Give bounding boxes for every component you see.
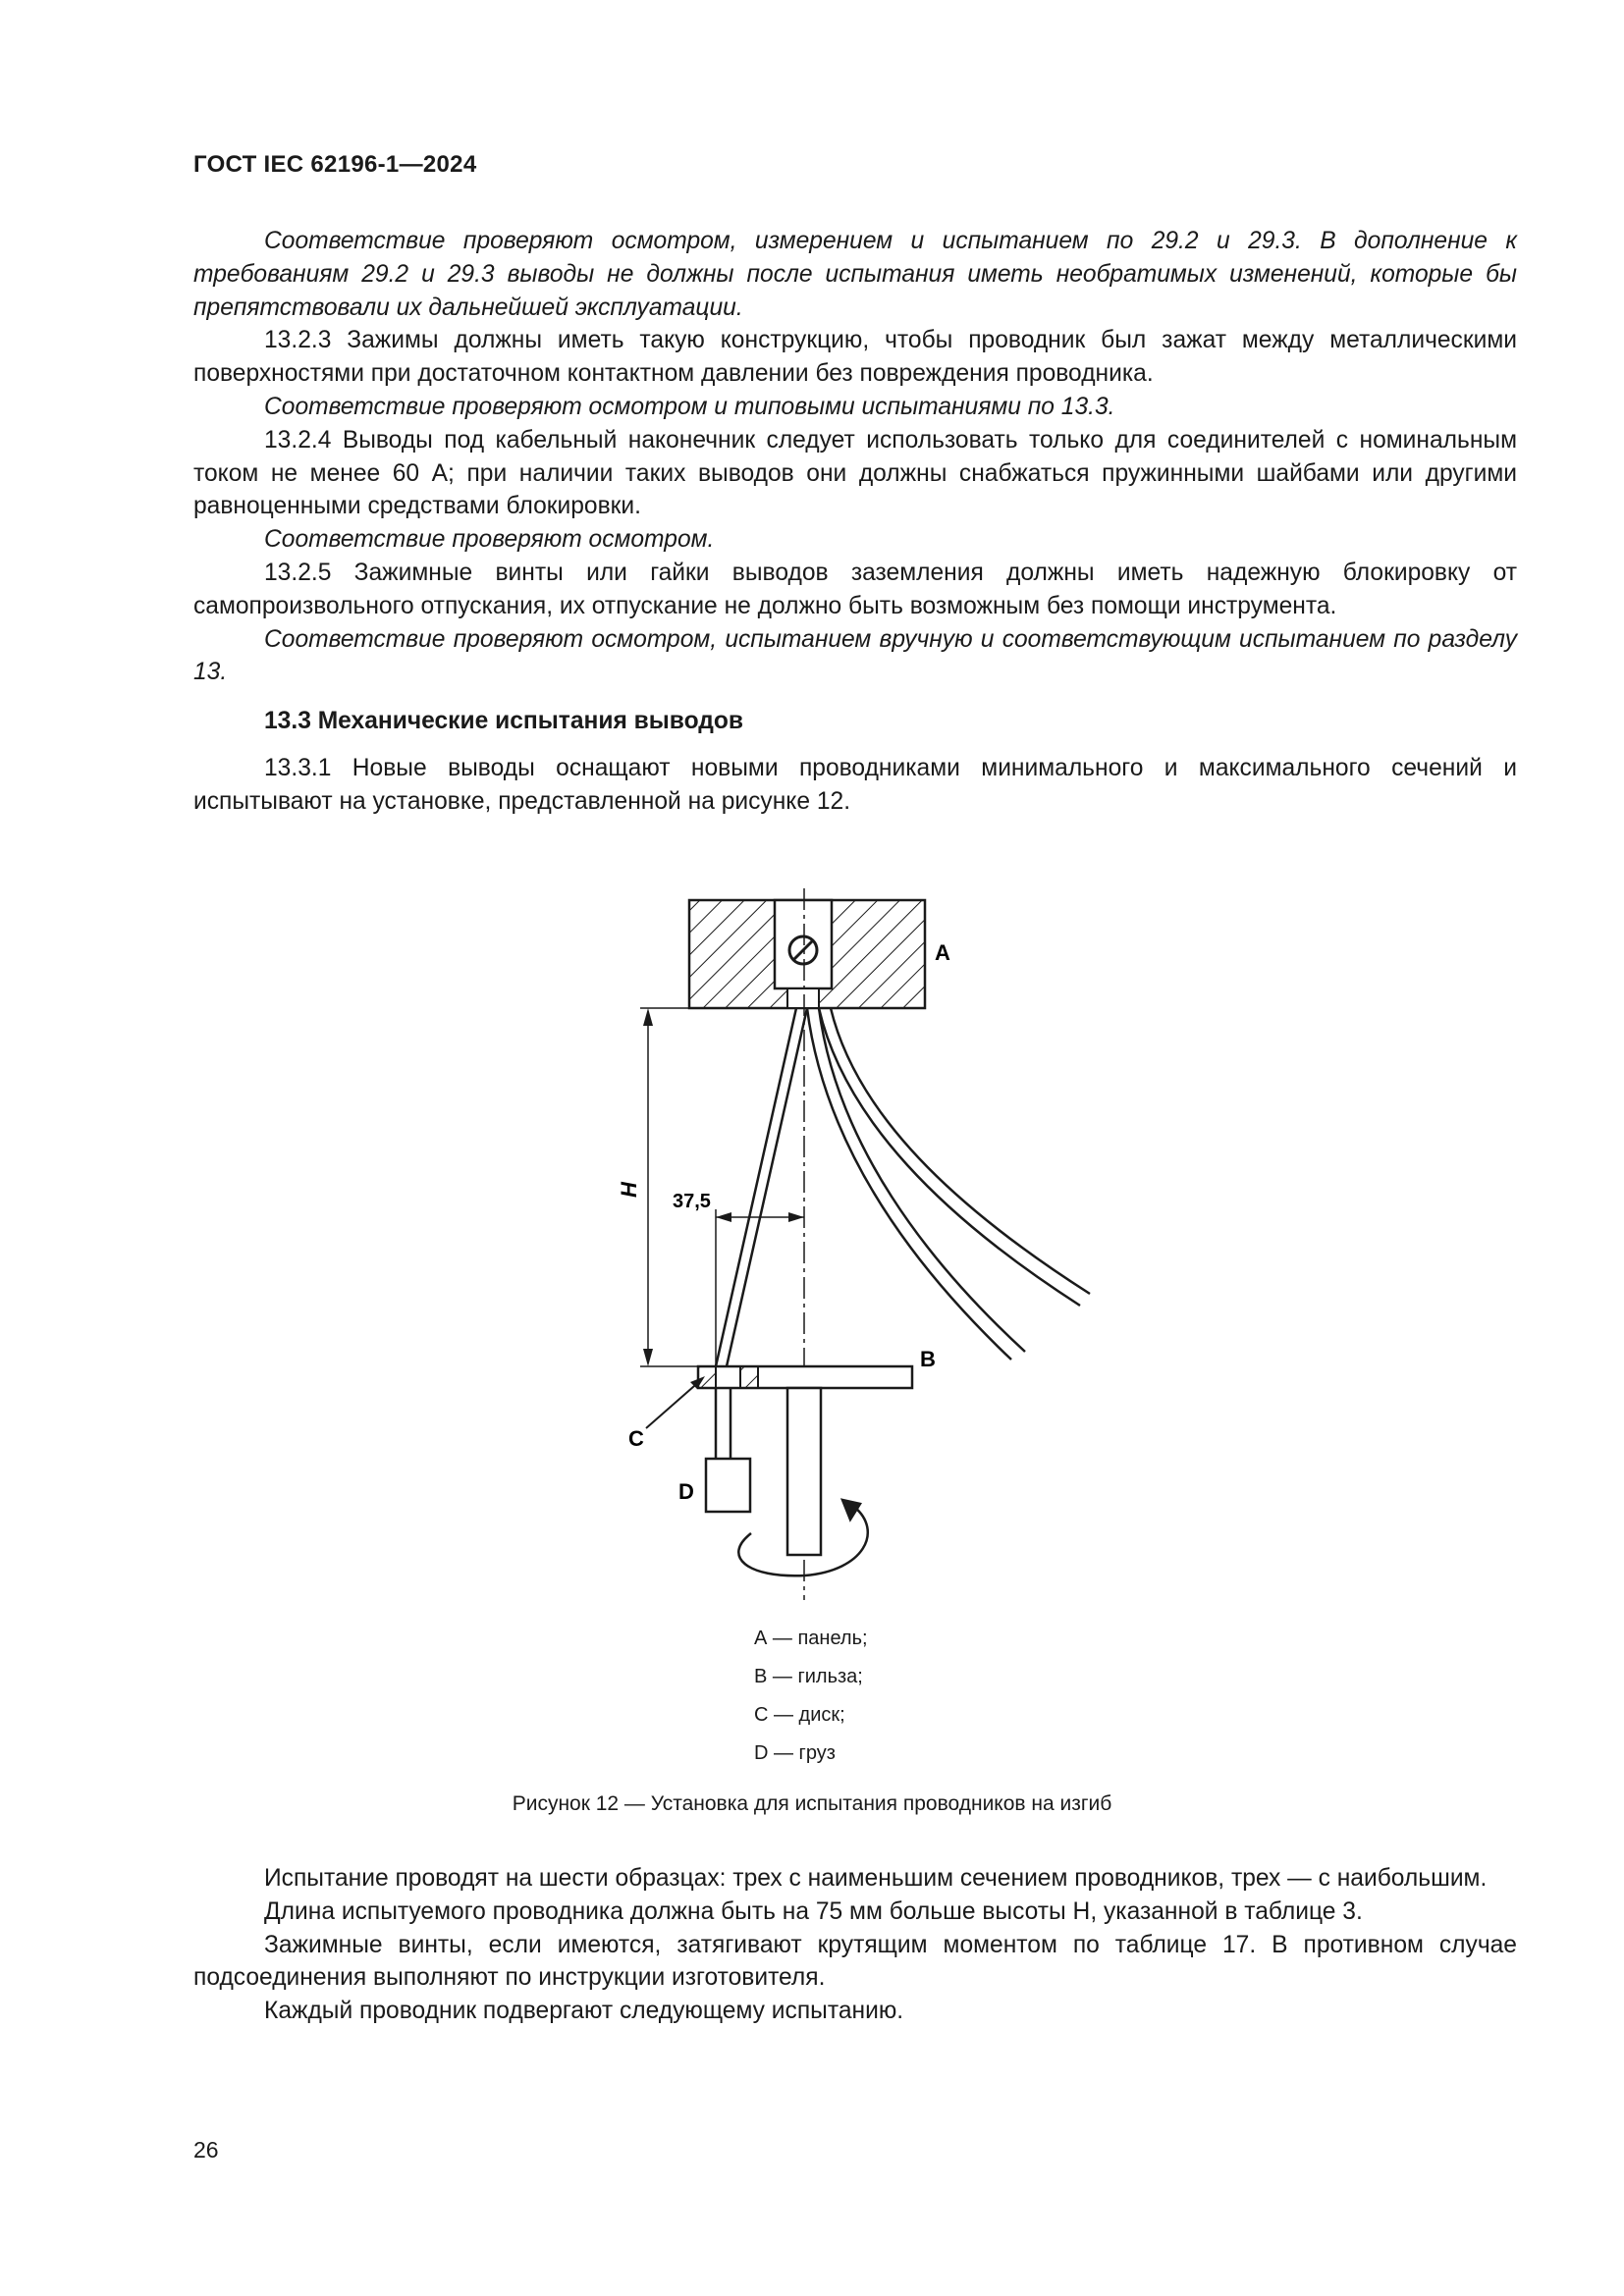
figure-legend (754, 1620, 868, 1773)
paragraph: 13.2.3 Зажимы должны иметь такую конструкцию, чтобы проводник был зажат между металлическими поверхностями при достаточном контактном давлении без повреждения проводника. (193, 327, 1517, 388)
paragraph: 13.2.4 Выводы под кабельный наконечник следует использовать только для соединителей с номинальным током не менее 60 А; при наличии таких выводов они должны снабжаться пружинными шайбами или другими равноценными средствами блокировки. (193, 426, 1517, 520)
figure-bending-test-setup (617, 874, 1237, 1600)
legend-item: С — диск; (754, 1704, 845, 1726)
paragraph: Каждый проводник подвергают следующему испытанию. (264, 1998, 904, 2025)
paragraph: Испытание проводят на шести образцах: трех с наименьшим сечением проводников, трех — с наибольшим. (264, 1865, 1488, 1892)
body-text (193, 225, 1517, 819)
section-heading: 13.3 Механические испытания выводов (264, 708, 744, 735)
conductors (716, 1008, 1090, 1459)
document-header: ГОСТ IEC 62196-1—2024 (193, 151, 477, 178)
paragraph: Зажимные винты, если имеются, затягивают крутящим моментом по таблице 17. В противном случае подсоединения выполняют по инструкции изготовителя. (193, 1931, 1517, 1992)
label-d: D (678, 1479, 694, 1504)
body-text-after-figure (193, 1862, 1517, 2028)
label-b: B (920, 1347, 936, 1371)
legend-item: D — груз (754, 1742, 836, 1764)
pointer-c (646, 1379, 702, 1428)
paragraph: 13.3.1 Новые выводы оснащают новыми проводниками минимального и максимального сечений и испытывают на установке, представленной на рисунке 12. (193, 754, 1517, 815)
paragraph: Соответствие проверяют осмотром и типовыми испытаниями по 13.3. (264, 393, 1115, 420)
paragraph: Длина испытуемого проводника должна быть на 75 мм больше высоты Н, указанной в таблице 3. (264, 1897, 1363, 1925)
paragraph: Соответствие проверяют осмотром, измерением и испытанием по 29.2 и 29.3. В дополнение к требованиям 29.2 и 29.3 выводы не должны после испытания иметь необратимых изменений, которые бы препятствовали их дальнейшей эксплуатации. (193, 228, 1517, 321)
paragraph: Соответствие проверяют осмотром. (264, 526, 715, 554)
label-dimension: 37,5 (673, 1191, 711, 1212)
label-a: A (935, 940, 950, 965)
weight-d (706, 1459, 750, 1512)
label-c: C (628, 1426, 644, 1451)
paragraph: 13.2.5 Зажимные винты или гайки выводов заземления должны иметь надежную блокировку от самопроизвольного отпускания, их отпускание не должно быть возможным без помощи инструмента. (193, 559, 1517, 619)
page-number: 26 (193, 2137, 219, 2163)
paragraph: Соответствие проверяют осмотром, испытанием вручную и соответствующим испытанием по разделу 13. (193, 625, 1517, 686)
panel-a (689, 900, 925, 1008)
label-h: H (617, 1182, 641, 1198)
dimension-h (640, 1008, 787, 1366)
legend-item: А — панель; (754, 1628, 868, 1649)
legend-item: В — гильза; (754, 1666, 863, 1687)
figure-caption: Рисунок 12 — Установка для испытания проводников на изгиб (512, 1792, 1112, 1815)
